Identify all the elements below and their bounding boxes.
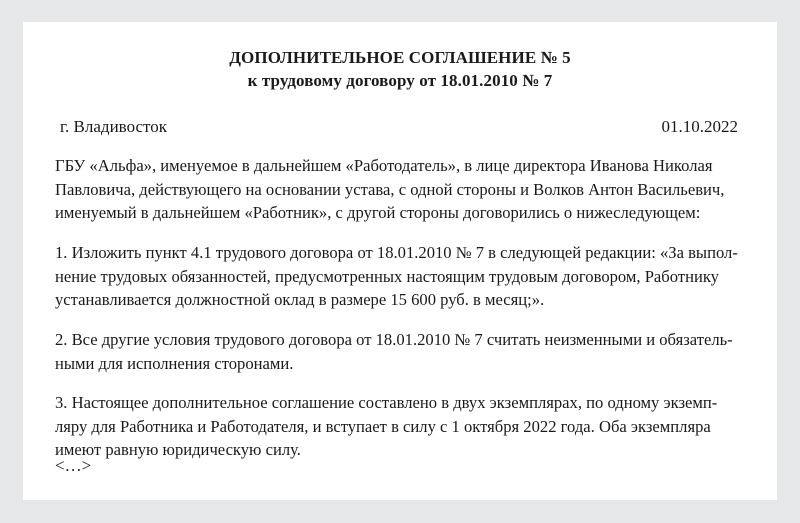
document-title: ДОПОЛНИТЕЛЬНОЕ СОГЛАШЕНИЕ № 5	[229, 48, 571, 67]
paragraph-line: именуемый в дальнейшем «Работник», с другой стороны договорились о нижеследующем:	[55, 203, 701, 222]
paragraph-clause-1	[55, 241, 759, 312]
paragraph-line: имеют равную юридическую силу.	[55, 440, 301, 459]
paragraph-line: ляру для Работника и Работодателя, и вступает в силу с 1 октября 2022 года. Оба экземпляра	[55, 416, 711, 436]
document-subtitle: к трудовому договору от 18.01.2010 № 7	[247, 71, 553, 90]
paragraph-line: ГБУ «Альфа», именуемое в дальнейшем «Работодатель», в лице директора Иванова Николая	[55, 156, 713, 175]
paragraph-line: 2. Все другие условия трудового договора от 18.01.2010 № 7 считать неизменными и обязатель-	[55, 330, 733, 349]
paragraph-line: устанавливается должностной оклад в размере 15 600 руб. в месяц;».	[55, 290, 545, 309]
document-page	[23, 22, 777, 500]
paragraph-preamble	[55, 154, 759, 225]
paragraph-line: 3. Настоящее дополнительное соглашение составлено в двух экземплярах, по одному экземп-	[55, 393, 718, 412]
paragraph-line: Павловича, действующего на основании устава, с одной стороны и Волков Антон Васильевич,	[55, 179, 725, 199]
document-city: г. Владивосток	[60, 117, 168, 136]
paragraph-clause-2	[55, 328, 759, 375]
paragraph-line: ными для исполнения сторонами.	[55, 353, 294, 373]
omission-marker: <…>	[55, 456, 92, 475]
paragraph-clause-3	[55, 391, 759, 462]
paragraph-line: 1. Изложить пункт 4.1 трудового договора от 18.01.2010 № 7 в следующей редакции: «За выпол-	[55, 243, 738, 262]
paragraph-line: нение трудовых обязанностей, предусмотренных настоящим трудовым договором, Работнику	[55, 266, 719, 286]
document-date: 01.10.2022	[661, 117, 738, 136]
